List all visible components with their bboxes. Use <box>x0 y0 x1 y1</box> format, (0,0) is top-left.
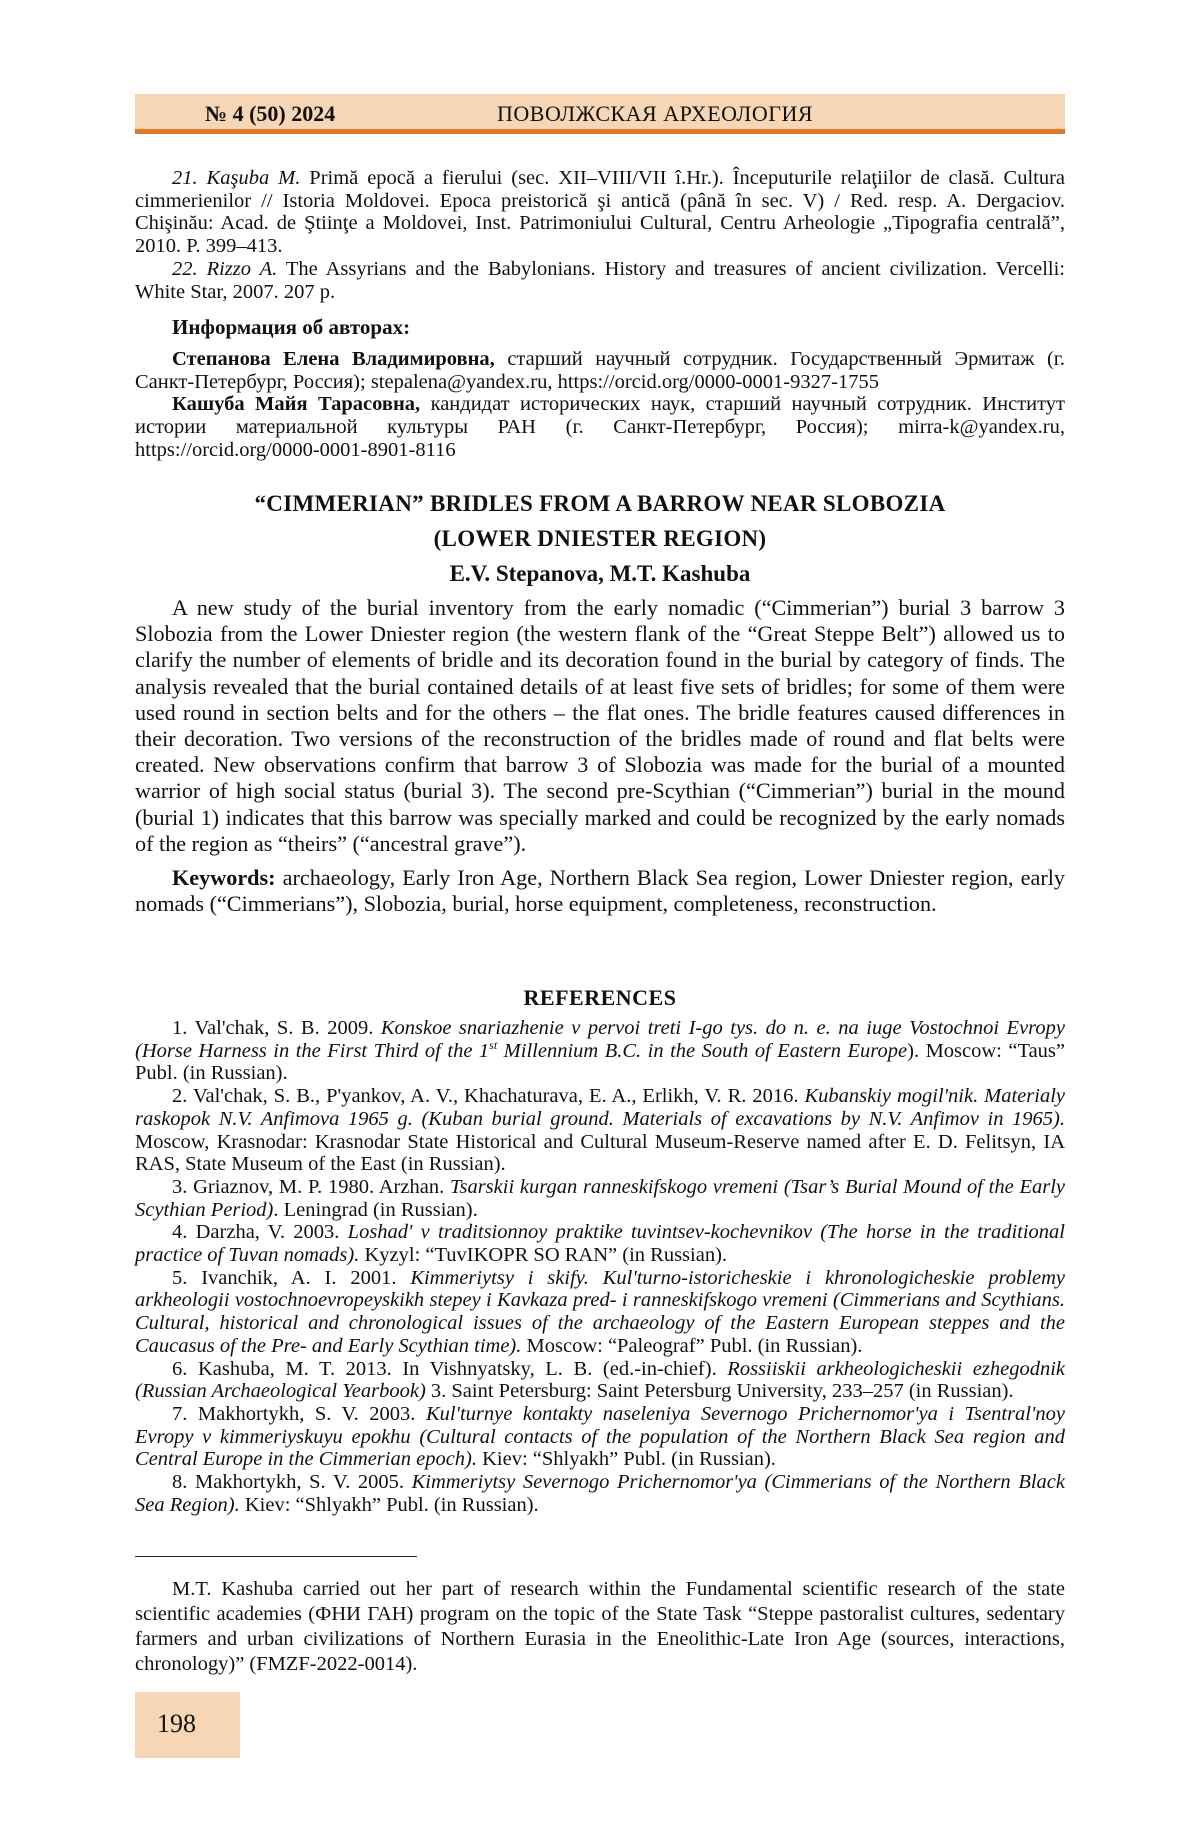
reference-item: 3. Griaznov, M. P. 1980. Arzhan. Tsarskii kurgan ranneskifskogo vremeni (Tsar’s Burial Mound of the Early Scythian Period). Leningrad (in Russian). <box>135 1175 1065 1221</box>
reference-item: 8. Makhortykh, S. V. 2005. Kimmeriytsy Severnogo Prichernomor'ya (Cimmerians of the Northern Black Sea Region). Kiev: “Shlyakh” Publ. (in Russian). <box>135 1471 1065 1516</box>
references-heading: REFERENCES <box>523 985 677 1010</box>
article-authors: E.V. Stepanova, M.T. Kashuba <box>449 561 751 586</box>
reference-item: 2. Val'chak, S. B., P'yankov, A. V., Khachaturava, E. A., Erlikh, V. R. 2016. Kubanskiy mogil'nik. Materialy raskopok N.V. Anfimova 1965 g. (Kuban burial ground. Materials of excavations by N.V. Anfimov in 1965). Moscow, Krasnodar: Krasnodar State Historical and Cultural Museum-Reserve named after E. D. Felitsyn, IA RAS, State Museum of the East (in Russian). <box>135 1085 1065 1176</box>
footnote-text: M.T. Kashuba carried out her part of research within the Fundamental scientific research of the state scientific academies (ФНИ ГАН) program on the topic of the State Task “Steppe pastoralist cultures, sedentary farmers and urban civilizations of Northern Eurasia in the Eneolithic-Late Iron Age (sources, interactions, chronology)” (FMZF-2022-0014). <box>135 1578 1065 1675</box>
bibliography-continued <box>135 167 1065 303</box>
references-list <box>135 1017 1065 1516</box>
reference-item: 5. Ivanchik, A. I. 2001. Kimmeriytsy i skify. Kul'turno-istoricheskie i khronologicheskie problemy arkheologii vostochnoevropeyskikh stepey i Kavkaza pred- i ranneskifskogo vremeni (Cimmerians and Scythians. Cultural, historical and chronological issues of the archaeology of the Eastern European steppes and the Caucasus of the Pre- and Early Scythian time). Moscow: “Paleograf” Publ. (in Russian). <box>135 1266 1065 1357</box>
article-title-line2: (LOWER DNIESTER REGION) <box>433 526 767 551</box>
author-entry: Кашуба Майя Тарасовна, кандидат исторических наук, старший научный сотрудник. Институт истории материальной культуры РАН (г. Санкт-Петербург, Россия); mirra-k@yandex.ru, https://orcid.org/0000-0001-8901-8116 <box>135 393 1066 461</box>
abstract-text: A new study of the burial inventory from the early nomadic (“Cimmerian”) burial 3 barrow 3 Slobozia from the Lower Dniester region (the western flank of the “Great Steppe Belt”) allowed us to clarify the number of elements of bridle and its decoration found in the burial by category of finds. The analysis revealed that the burial contained details of at least five sets of bridles; for some of them were used round in section belts and for the others – the flat ones. The bridle features caused differences in their decoration. Two versions of the reconstruction of the bridles made of round and flat belts were created. New observations confirm that barrow 3 of Slobozia was made for the burial of a mounted warrior of high social status (burial 3). The second pre-Scythian (“Cimmerian”) burial in the mound (burial 1) indicates that this barrow was specially marked and could be recognized by the early nomads of the region as “theirs” (“ancestral grave”). <box>135 595 1065 856</box>
authors-info <box>135 348 1065 462</box>
reference-item: 4. Darzha, V. 2003. Loshad' v traditsionnoy praktike tuvintsev-kochevnikov (The horse in the traditional practice of Tuvan nomads). Kyzyl: “TuvIKOPR SO RAN” (in Russian). <box>135 1221 1065 1267</box>
reference-item: 6. Kashuba, M. T. 2013. In Vishnyatsky, L. B. (ed.-in-chief). Rossiiskii arkheologicheskii ezhegodnik (Russian Archaeological Yearbook) 3. Saint Petersburg: Saint Petersburg University, 233–257 (in Russian). <box>135 1357 1065 1403</box>
author-entry: Степанова Елена Владимировна, старший научный сотрудник. Государственный Эрмитаж (г. Санкт-Петербург, Россия); stepalena@yandex.ru, https://orcid.org/0000-0001-9327-1755 <box>135 348 1065 393</box>
footnote <box>135 1577 1065 1677</box>
bib-entry: 21. Kaşuba M. Primă epocă a fierului (sec. XII–VIII/VII î.Hr.). Începuturile relaţiilor de clasă. Cultura cimmerienilor // Istoria Moldovei. Epoca preistorică şi antică (până în sec. V) / Red. resp. A. Dergaciov. Chişinău: Acad. de Ştiinţe a Moldovei, Inst. Patrimoniului Cultural, Centru Arheologie „Tipografia centrală”, 2010. P. 399–413. <box>135 167 1066 258</box>
running-header <box>135 94 1065 134</box>
authors-heading: Информация об авторах: <box>172 315 411 339</box>
bib-entry: 22. Rizzo A. The Assyrians and the Babylonians. History and treasures of ancient civilization. Vercelli: White Star, 2007. 207 p. <box>135 257 1066 303</box>
journal-title: ПОВОЛЖСКАЯ АРХЕОЛОГИЯ <box>497 101 814 126</box>
reference-item: 7. Makhortykh, S. V. 2003. Kul'turnye kontakty naseleniya Severnogo Prichernomor'ya i Tsentral'noy Evropy v kimmeriyskuyu epokhu (Cultural contacts of the population of the Northern Black Sea region and Central Europe in the Cimmerian epoch). Kiev: “Shlyakh” Publ. (in Russian). <box>135 1402 1065 1471</box>
reference-item: 1. Val'chak, S. B. 2009. Konskoe snariazhenie v pervoi treti I-go tys. do n. e. na iuge Vostochnoi Evropy (Horse Harness in the First Third of the 1st Millennium B.C. in the South of Eastern Europe). Moscow: “Taus” Publ. (in Russian). <box>135 1017 1065 1085</box>
abstract <box>135 595 1065 917</box>
issue-number: № 4 (50) 2024 <box>205 101 336 126</box>
page-number-box <box>135 1692 240 1758</box>
keywords: Keywords: archaeology, Early Iron Age, Northern Black Sea region, Lower Dniester region, early nomads (“Cimmerians”), Slobozia, burial, horse equipment, completeness, reconstruction. <box>135 865 1065 917</box>
footnote-divider <box>135 1556 417 1557</box>
page-number: 198 <box>157 1709 196 1738</box>
article-title-line1: “CIMMERIAN” BRIDLES FROM A BARROW NEAR SLOBOZIA <box>254 491 946 516</box>
